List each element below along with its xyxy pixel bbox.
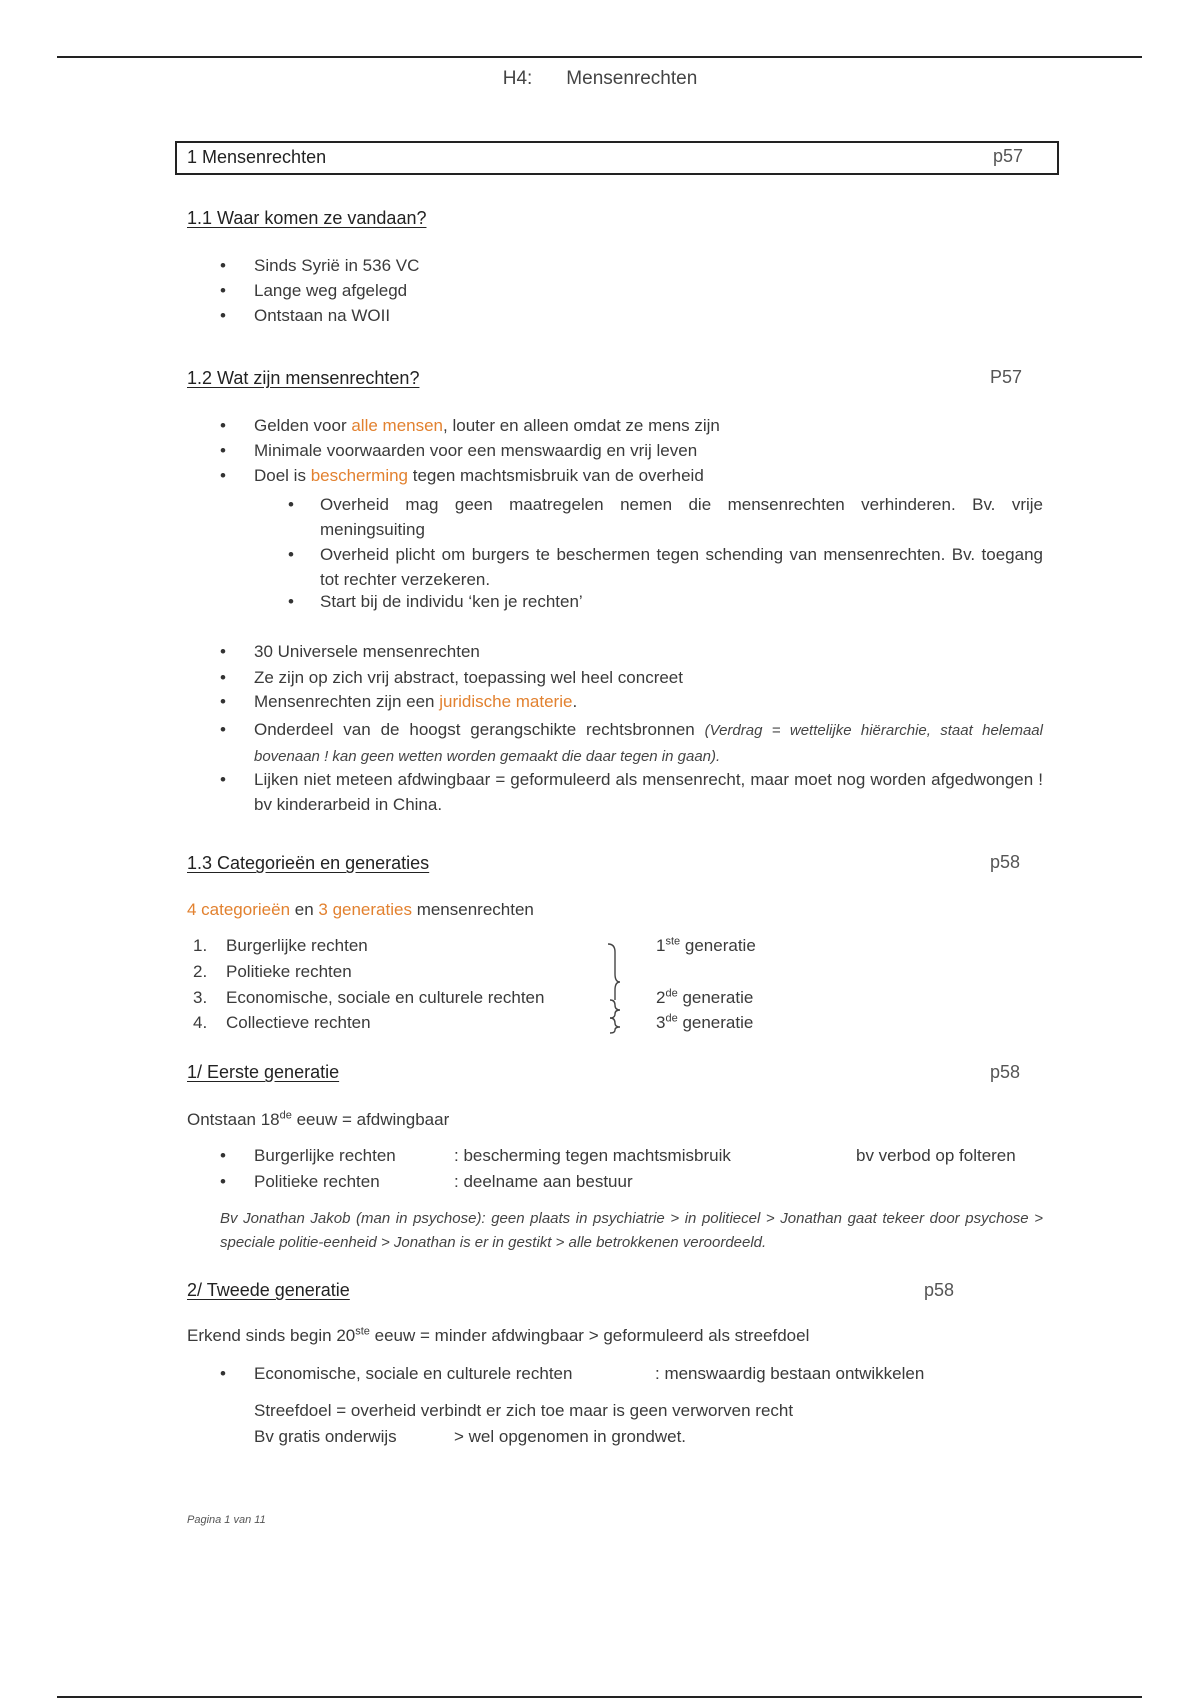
- chapter-title: Mensenrechten: [566, 68, 698, 89]
- list-item: • Sinds Syrië in 536 VC: [254, 256, 419, 276]
- category-item: Economische, sociale en culturele rechten: [226, 988, 545, 1007]
- chapter-label: H4:: [502, 68, 533, 89]
- top-rule: [57, 56, 1142, 58]
- body-line: Bv gratis onderwijs: [254, 1427, 397, 1446]
- list-number: 2.: [193, 962, 208, 981]
- heading-1-2: 1.2 Wat zijn mensenrechten?: [187, 368, 420, 388]
- list-number: 3.: [193, 988, 208, 1007]
- list-item: • Onderdeel van de hoogst gerangschikte rechtsbronnen (Verdrag = wettelijke hiërarchie, staat helemaal bovenaan ! kan geen wetten worden gemaakt die daar tegen in gaan).: [254, 717, 1043, 769]
- list-item: • Mensenrechten zijn een juridische materie.: [254, 692, 577, 712]
- list-item: • Minimale voorwaarden voor een menswaardig en vrij leven: [254, 441, 697, 461]
- category-item: Burgerlijke rechten: [226, 936, 368, 955]
- right-example: bv verbod op folteren: [856, 1146, 1016, 1165]
- page-ref: p58: [990, 852, 1021, 872]
- right-description: : bescherming tegen machtsmisbruik: [454, 1146, 731, 1165]
- list-item: • 30 Universele mensenrechten: [254, 642, 480, 662]
- sub-list-item: • Overheid plicht om burgers te beschermen tegen schending van mensenrechten. Bv. toegang tot rechter verzekeren.: [320, 542, 1043, 592]
- category-item: Politieke rechten: [226, 962, 352, 981]
- list-item: • Gelden voor alle mensen, louter en alleen omdat ze mens zijn: [254, 416, 720, 436]
- bottom-rule: [57, 1696, 1142, 1698]
- page-header: [0, 68, 1200, 90]
- list-item: • Lijken niet meteen afdwingbaar = geformuleerd als mensenrecht, maar moet nog worden afgedwongen ! bv kinderarbeid in China.: [254, 767, 1043, 817]
- highlight: alle mensen: [351, 416, 444, 435]
- section-page-ref: p57: [992, 146, 1023, 166]
- list-number: 1.: [193, 936, 208, 955]
- generation-label: 3de generatie: [656, 1012, 754, 1032]
- heading-gen-1: 1/ Eerste generatie: [187, 1062, 340, 1082]
- body-line: > wel opgenomen in grondwet.: [454, 1427, 687, 1446]
- list-number: 4.: [193, 1013, 208, 1032]
- heading-gen-2: 2/ Tweede generatie: [187, 1280, 350, 1300]
- right-description: : menswaardig bestaan ontwikkelen: [655, 1364, 925, 1383]
- sub-list-item: • Start bij de individu ‘ken je rechten’: [320, 592, 583, 612]
- sub-list-item: • Overheid mag geen maatregelen nemen die mensenrechten verhinderen. Bv. vrije meningsuiting: [320, 492, 1043, 542]
- section-title: 1 Mensenrechten: [187, 147, 327, 167]
- body-line: Streefdoel = overheid verbindt er zich toe maar is geen verworven recht: [254, 1401, 794, 1420]
- generation-label: 2de generatie: [656, 987, 754, 1007]
- gen2-summary: Erkend sinds begin 20ste eeuw = minder afdwingbaar > geformuleerd als streefdoel: [187, 1325, 810, 1345]
- heading-1-3: 1.3 Categorieën en generaties: [187, 853, 430, 873]
- highlight: bescherming: [310, 466, 409, 485]
- list-item: • Ontstaan na WOII: [254, 306, 390, 326]
- page-ref: P57: [990, 367, 1023, 387]
- page-footer: Pagina 1 van 11: [187, 1514, 266, 1526]
- highlight: juridische materie: [439, 692, 573, 711]
- heading-1-1: 1.1 Waar komen ze vandaan?: [187, 208, 427, 228]
- list-item: • Lange weg afgelegd: [254, 281, 407, 301]
- section-title-box: [175, 141, 1059, 175]
- list-item: • Politieke rechten: [254, 1172, 380, 1192]
- list-item: • Burgerlijke rechten: [254, 1146, 396, 1166]
- categories-intro: 4 categorieën en 3 generaties mensenrechten: [187, 900, 534, 919]
- list-item: • Ze zijn op zich vrij abstract, toepassing wel heel concreet: [254, 668, 683, 688]
- right-description: : deelname aan bestuur: [454, 1172, 633, 1191]
- generation-label: 1ste generatie: [656, 935, 756, 955]
- example-note: Bv Jonathan Jakob (man in psychose): geen plaats in psychiatrie > in politiecel > Jonathan gaat tekeer door psychose > speciale politie-eenheid > Jonathan is er in gestikt > alle betrokkenen veroordeeld.: [220, 1210, 1043, 1251]
- list-item: • Economische, sociale en culturele rechten: [254, 1364, 572, 1384]
- gen1-summary: Ontstaan 18de eeuw = afdwingbaar: [187, 1109, 450, 1129]
- page-ref: p58: [924, 1280, 955, 1300]
- brace-icon: [606, 938, 626, 1034]
- list-item: • Doel is bescherming tegen machtsmisbruik van de overheid: [254, 466, 704, 486]
- page-ref: p58: [990, 1062, 1021, 1082]
- side-note: (Verdrag = wettelijke hiërarchie, staat helemaal bovenaan ! kan geen wetten worden gemaakt die daar tegen in gaan).: [254, 722, 1043, 765]
- category-item: Collectieve rechten: [226, 1013, 371, 1032]
